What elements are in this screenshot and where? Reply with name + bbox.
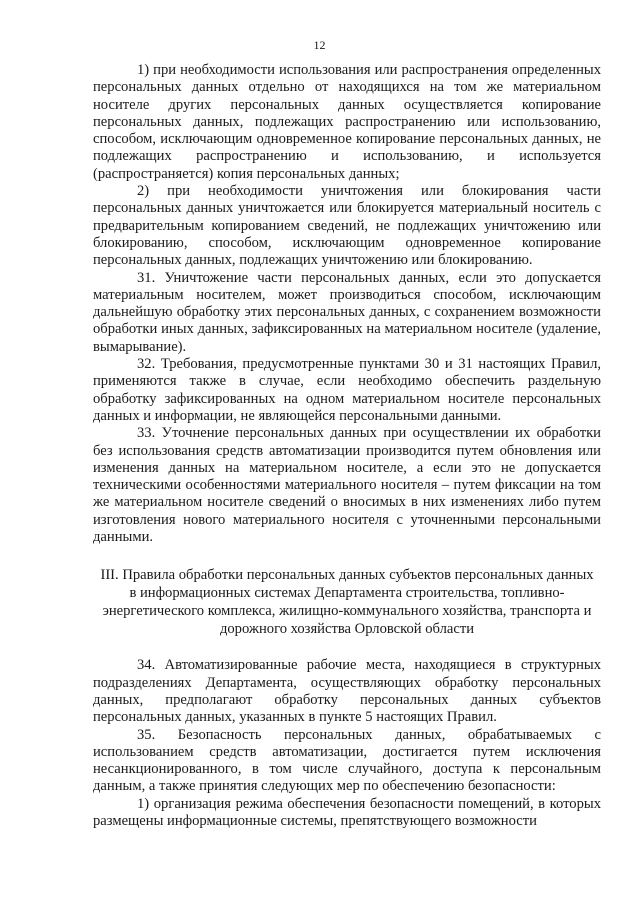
paragraph-32: 32. Требования, предусмотренные пунктами 30 и 31 настоящих Правил, применяются также в случае, если необходимо обеспечить раздельную обработку зафиксированных на одном материальном носителе персональных данных и информации, не являющейся персональными данными. xyxy=(93,356,601,424)
paragraph-34: 34. Автоматизированные рабочие места, находящиеся в структурных подразделениях Департамента, осуществляющих обработку персональных данных, предполагают обработку персональных данных субъектов персональных данных, указанных в пункте 5 настоящих Правил. xyxy=(93,657,601,726)
section-heading: III. Правила обработки персональных данных субъектов персональных данных в информационных системах Департамента строительства, топливно-энергетического комплекса, жилищно-коммунального хозяйства, транспорта и дорожного хозяйства Орловской области xyxy=(100,567,594,638)
paragraph-item-1: 1) при необходимости использования или распространения определенных персональных данных отдельно от находящихся на том же материальном носителе других персональных данных осуществляется копирование персональных данных, подлежащих распространению или использованию, способом, исключающим одновременное копирование персональных данных, не подлежащих распространению и использованию, и используется (распространяется) копия персональных данных; xyxy=(93,62,601,182)
page-number: 12 xyxy=(313,38,326,52)
paragraph-31: 31. Уничтожение части персональных данных, если это допускается материальным носителем, может производиться способом, исключающим дальнейшую обработку этих персональных данных, с сохранением возможности обработки иных данных, зафиксированных на материальном носителе (удаление, вымарывание). xyxy=(93,269,601,355)
paragraph-item-2: 2) при необходимости уничтожения или блокирования части персональных данных уничтожается или блокируется материальный носитель с предварительным копированием сведений, не подлежащих уничтожению или блокированию, способом, исключающим одновременное копирование персональных данных, подлежащих уничтожению или блокированию. xyxy=(93,183,601,269)
paragraph-35-item-1: 1) организация режима обеспечения безопасности помещений, в которых размещены информационные системы, препятствующего возможности xyxy=(93,795,601,829)
paragraph-33: 33. Уточнение персональных данных при осуществлении их обработки без использования средств автоматизации производится путем обновления или изменения данных на материальном носителе, а если это не допускается техническими особенностями материального носителя – путем фиксации на том же материальном носителе сведений о вносимых в них изменениях либо путем изготовления нового материального носителя с уточненными персональными данными. xyxy=(93,425,601,546)
body-text xyxy=(93,62,601,830)
paragraph-35: 35. Безопасность персональных данных, обрабатываемых с использованием средств автоматизации, достигается путем исключения несанкционированного, в том числе случайного, доступа к персональным данным, а также принятия следующих мер по обеспечению безопасности: xyxy=(93,726,601,795)
